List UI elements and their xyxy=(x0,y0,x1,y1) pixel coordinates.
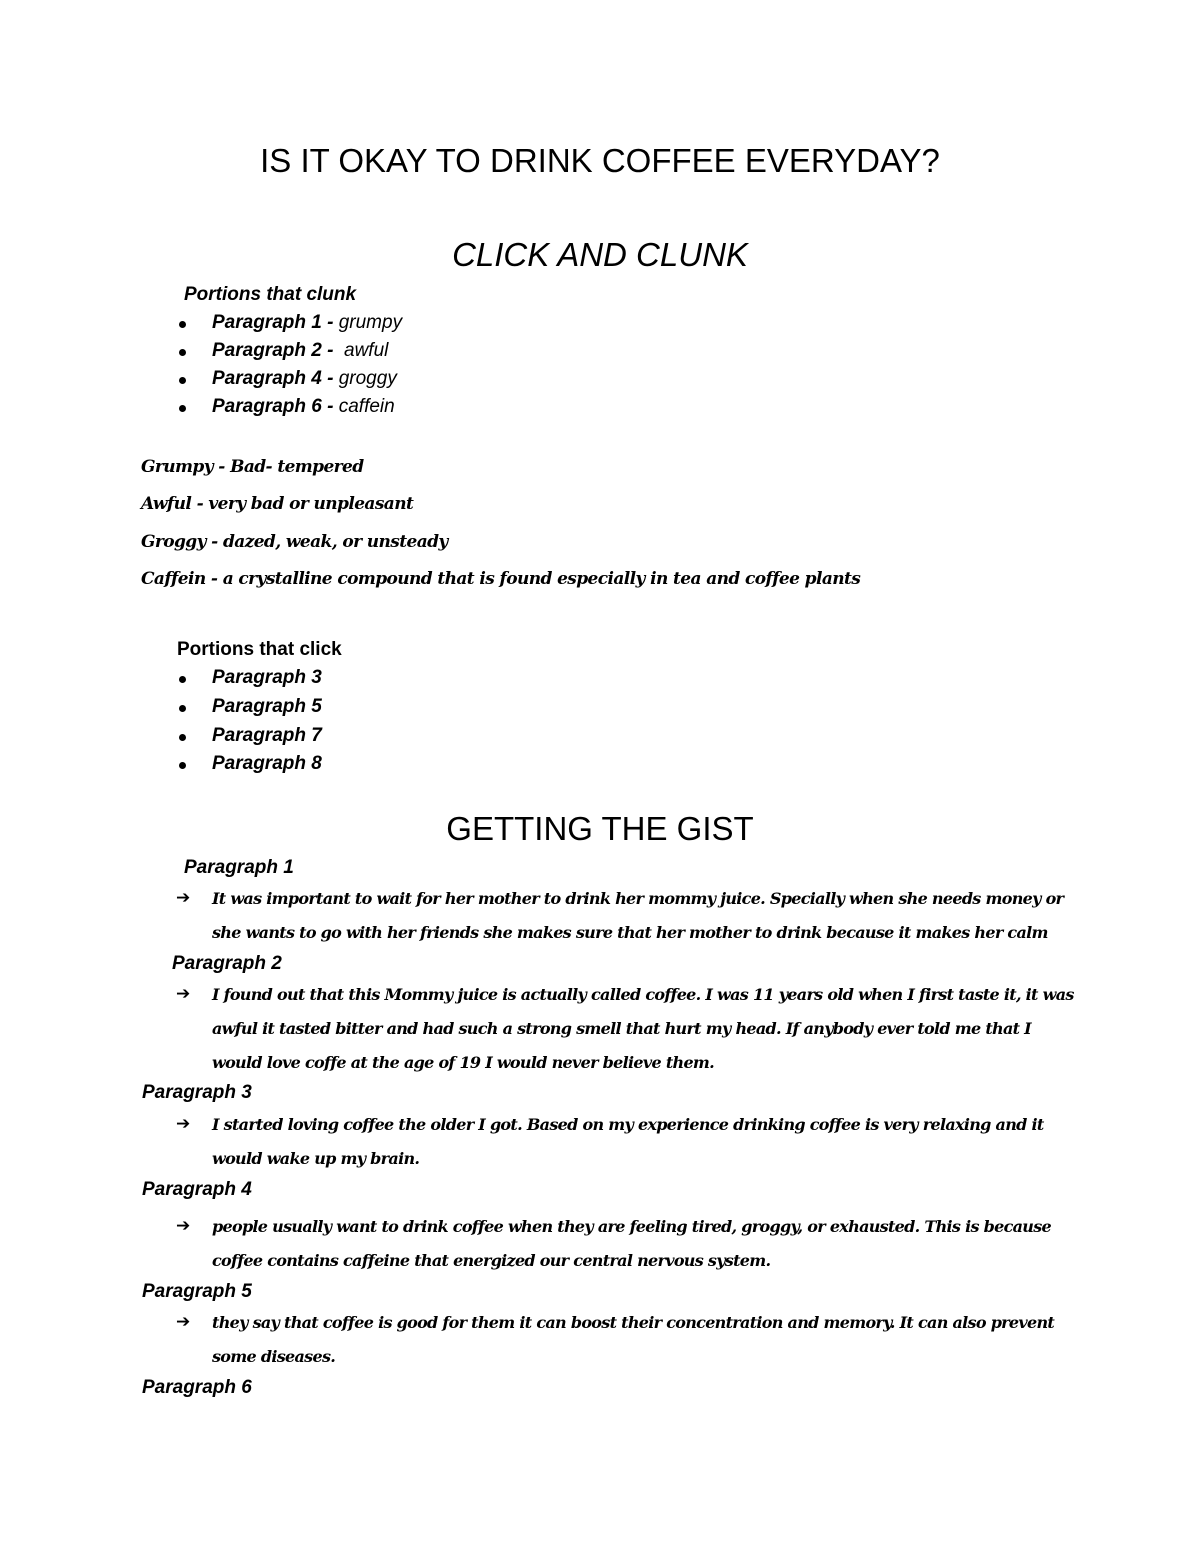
gist-paragraph-label: Paragraph 3 xyxy=(142,1082,252,1103)
bullet-icon xyxy=(179,734,186,741)
gist-paragraph-label: Paragraph 4 xyxy=(142,1179,252,1200)
definition-grumpy: Grumpy - Bad- tempered xyxy=(141,457,364,477)
gist-paragraph-label: Paragraph 1 xyxy=(184,857,294,878)
click-clunk-heading: CLICK AND CLUNK xyxy=(452,236,748,273)
gist-paragraph-text: It was important to wait for her mother to drink her mommy juice. Specially when she needs money or she wants to go with her friends she makes sure that her mother to drink because it makes her calm xyxy=(212,889,1064,942)
definition-groggy: Groggy - dazed, weak, or unsteady xyxy=(141,532,448,552)
bullet-icon xyxy=(179,321,186,328)
gist-heading: GETTING THE GIST xyxy=(446,810,754,847)
list-item: Paragraph 7 xyxy=(212,725,322,747)
list-item: Paragraph 8 xyxy=(212,753,322,775)
arrow-right-icon: ➔ xyxy=(176,1312,191,1332)
definition-caffein: Caffein - a crystalline compound that is found especially in tea and coffee plants xyxy=(141,569,861,589)
gist-paragraph-label: Paragraph 6 xyxy=(142,1377,252,1398)
bullet-icon xyxy=(179,705,186,712)
gist-paragraph-text: they say that coffee is good for them it can boost their concentration and memory. It can also prevent some diseases. xyxy=(212,1313,1055,1366)
page-title: IS IT OKAY TO DRINK COFFEE EVERYDAY? xyxy=(260,142,940,179)
click-subheading: Portions that click xyxy=(177,639,342,660)
list-item: Paragraph 2 - awful xyxy=(212,340,388,362)
list-item: Paragraph 6 - caffein xyxy=(212,396,395,418)
gist-paragraph-text: people usually want to drink coffee when they are feeling tired, groggy, or exhausted. This is because coffee contains caffeine that energized our central nervous system. xyxy=(212,1217,1052,1270)
arrow-right-icon: ➔ xyxy=(176,1114,191,1134)
bullet-icon xyxy=(179,377,186,384)
list-item: Paragraph 5 xyxy=(212,696,322,718)
arrow-right-icon: ➔ xyxy=(176,1216,191,1236)
list-item: Paragraph 1 - grumpy xyxy=(212,312,402,334)
clunk-subheading: Portions that clunk xyxy=(184,284,357,305)
bullet-icon xyxy=(179,676,186,683)
bullet-icon xyxy=(179,762,186,769)
list-item: Paragraph 4 - groggy xyxy=(212,368,397,390)
arrow-right-icon: ➔ xyxy=(176,888,191,908)
gist-paragraph-text: I found out that this Mommy juice is actually called coffee. I was 11 years old when I first taste it, it was awful it tasted bitter and had such a strong smell that hurt my head. If anybody ever told me that I would love coffe at the age of 19 I would never believe them. xyxy=(212,985,1074,1072)
gist-paragraph-label: Paragraph 5 xyxy=(142,1281,252,1302)
list-item: Paragraph 3 xyxy=(212,667,322,689)
gist-paragraph-label: Paragraph 2 xyxy=(172,953,282,974)
arrow-right-icon: ➔ xyxy=(176,984,191,1004)
bullet-icon xyxy=(179,405,186,412)
gist-paragraph-text: I started loving coffee the older I got. Based on my experience drinking coffee is very relaxing and it would wake up my brain. xyxy=(212,1115,1044,1168)
bullet-icon xyxy=(179,349,186,356)
definition-awful: Awful - very bad or unpleasant xyxy=(141,494,414,514)
